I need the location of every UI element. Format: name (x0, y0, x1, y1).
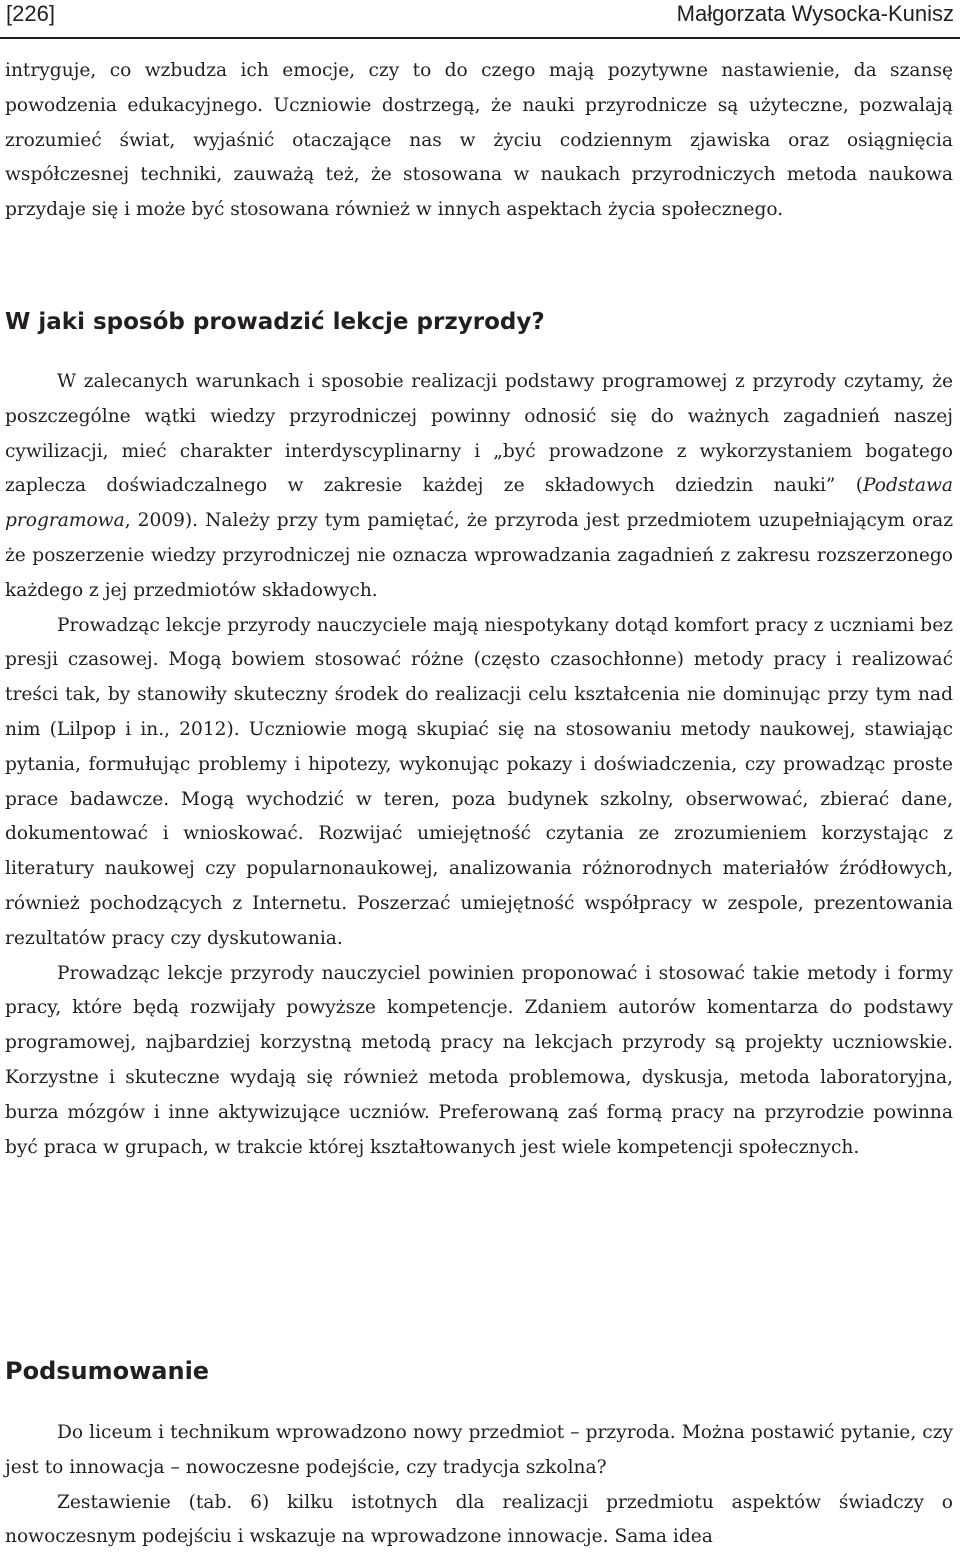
section-heading: Podsumowanie (5, 1357, 210, 1385)
section-lessons (5, 365, 953, 1165)
citation-title: Podstawa programowa (5, 475, 953, 532)
paragraph: Zestawienie (tab. 6) kilku istotnych dla realizacji przedmiotu aspektów świadczy o nowoczesnym podejściu i wskazuje na wprowadzone innowacje. Sama idea (5, 1491, 953, 1548)
paragraph: intryguje, co wzbudza ich emocje, czy to do czego mają pozytywne nastawienie, da szansę powodzenia edukacyjnego. Uczniowie dostrzegą, że nauki przyrodnicze są użyteczne, pozwalają zrozumieć świat, wyjaśnić otaczające nas w życiu codziennym zjawiska oraz osiągnięcia współczesnej techniki, zauważą też, że stosowana w naukach przyrodniczych metoda naukowa przydaje się i może być stosowana również w innych aspektach życia społecznego. (5, 60, 953, 221)
paragraph: Prowadząc lekcje przyrody nauczyciele mają niespotykany dotąd komfort pracy z uczniami bez presji czasowej. Mogą bowiem stosować różne (często czasochłonne) metody pracy i realizować treści tak, by stanowiły skuteczny środek do realizacji celu kształcenia nie dominując przy tym nad nim (Lilpop i in., 2012). Uczniowie mogą skupiać się na stosowaniu metody naukowej, stawiając pytania, formułując problemy i hipotezy, wykonując pokazy i doświadczenia, czy prowadząc proste prace badawcze. Mogą wychodzić w teren, poza budynek szkolny, obserwować, zbierać dane, dokumentować i wnioskować. Rozwijać umiejętność czytania ze zrozumieniem korzystając z literatury naukowej czy popularnonaukowej, analizowania różnorodnych materiałów źródłowych, również pochodzących z Internetu. Poszerzać umiejętność współpracy w zespole, prezentowania rezultatów pracy czy dyskutowania. (5, 614, 953, 949)
section-heading: W jaki sposób prowadzić lekcje przyrody? (5, 309, 545, 335)
section-summary (5, 1416, 953, 1555)
paragraph: Prowadząc lekcje przyrody nauczyciel powinien proponować i stosować takie metody i formy pracy, które będą rozwijały powyższe kompetencje. Zdaniem autorów komentarza do podstawy programowej, najbardziej korzystną metodą pracy na lekcjach przyrody są projekty uczniowskie. Korzystne i skuteczne wydają się również metoda problemowa, dyskusja, metoda laboratoryjna, burza mózgów i inne aktywizujące uczniów. Preferowaną zaś formą pracy na przyrodzie powinna być praca w grupach, w trakcie której kształtowanych jest wiele kompetencji społecznych. (5, 962, 953, 1158)
paragraph-text: W zalecanych warunkach i sposobie realizacji podstawy programowej z przyrody czytamy, że poszczególne wątki wiedzy przyrodniczej powinny odnosić się do ważnych zagadnień naszej cywilizacji, mieć charakter interdyscyplinarny i „być prowadzone z wykorzystaniem bogatego zaplecza doświadczalnego w zakresie każdej ze składowych dziedzin nauki” ( (5, 371, 953, 497)
running-header (6, 0, 954, 28)
paragraph: Do liceum i technikum wprowadzono nowy przedmiot – przyroda. Można postawić pytanie, czy jest to innowacja – nowoczesne podejście, czy tradycja szkolna? (5, 1422, 953, 1478)
header-rule (0, 37, 960, 39)
paragraph-text: , 2009). Należy przy tym pamiętać, że przyroda jest przedmiotem uzupełniającym oraz że poszerzenie wiedzy przyrodniczej nie oznacza wprowadzania zagadnień z zakresu rozszerzonego każdego z jej przedmiotów składowych. (5, 510, 953, 601)
paragraph (5, 365, 953, 609)
section-intro (5, 54, 953, 228)
page-number: [226] (6, 1, 55, 26)
running-author: Małgorzata Wysocka-Kunisz (676, 1, 954, 26)
